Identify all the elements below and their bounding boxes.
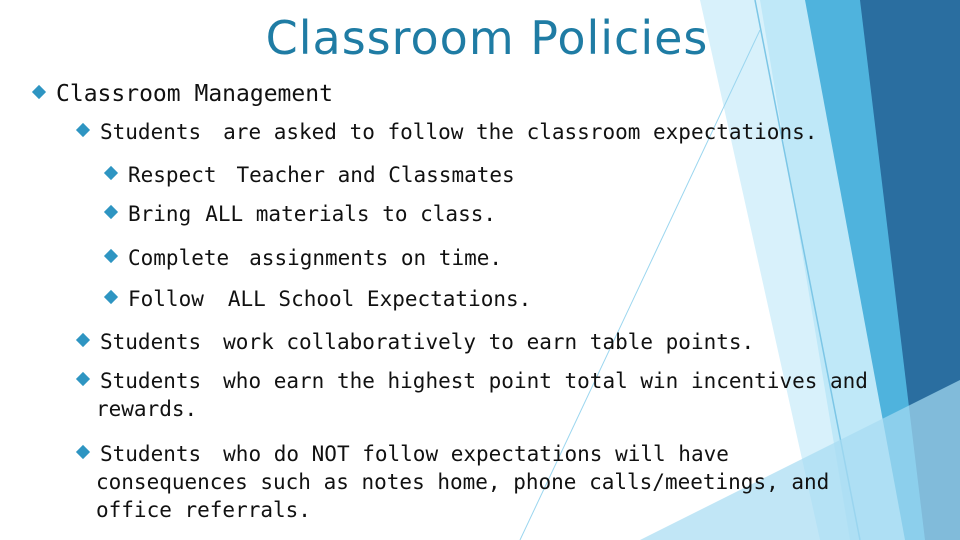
bullet-lead: Follow bbox=[128, 287, 204, 311]
bullet-text: who earn the highest point total win incentives and bbox=[223, 369, 868, 393]
bullet-classroom-management bbox=[34, 80, 333, 108]
diamond-bullet-icon bbox=[104, 249, 118, 263]
bullet-text: ALL School Expectations. bbox=[227, 287, 532, 311]
diamond-bullet-icon bbox=[104, 205, 118, 219]
bullet-text: Classroom Management bbox=[56, 81, 333, 107]
bullet-continuation: rewards. bbox=[96, 397, 198, 421]
bullet-continuation: office referrals. bbox=[96, 498, 311, 522]
bullet-lead: Respect bbox=[128, 163, 217, 187]
bullet-lead: Complete bbox=[128, 246, 230, 270]
diamond-bullet-icon bbox=[76, 372, 90, 386]
diamond-bullet-icon bbox=[76, 445, 90, 459]
bullet-lead: Students bbox=[100, 120, 202, 144]
bullet-students-expectations bbox=[78, 118, 817, 146]
bullet-students-consequences bbox=[78, 440, 829, 524]
diamond-bullet-icon bbox=[76, 333, 90, 347]
bullet-text: are asked to follow the classroom expectations. bbox=[223, 120, 818, 144]
bullet-lead: Students bbox=[100, 442, 202, 466]
diamond-bullet-icon bbox=[76, 123, 90, 137]
bullet-students-collaborate bbox=[78, 328, 754, 356]
bullet-students-incentives bbox=[78, 367, 868, 423]
bullet-text: work collaboratively to earn table points. bbox=[223, 330, 755, 354]
diamond-bullet-icon bbox=[32, 84, 46, 98]
bullet-text: assignments on time. bbox=[249, 246, 503, 270]
bullet-text: Teacher and Classmates bbox=[236, 163, 515, 187]
bullet-bring bbox=[106, 200, 496, 228]
bullet-complete bbox=[106, 244, 502, 272]
diamond-bullet-icon bbox=[104, 290, 118, 304]
bullet-follow bbox=[106, 285, 531, 313]
bullet-lead: Bring bbox=[128, 202, 192, 226]
bullet-continuation: consequences such as notes home, phone calls/meetings, and bbox=[96, 470, 830, 494]
diamond-bullet-icon bbox=[104, 166, 118, 180]
bullet-text: who do NOT follow expectations will have bbox=[223, 442, 729, 466]
bullet-respect bbox=[106, 161, 515, 189]
bullet-text: ALL materials to class. bbox=[205, 202, 497, 226]
slide-title: Classroom Policies bbox=[265, 11, 709, 65]
bullet-lead: Students bbox=[100, 369, 202, 393]
bullet-lead: Students bbox=[100, 330, 202, 354]
